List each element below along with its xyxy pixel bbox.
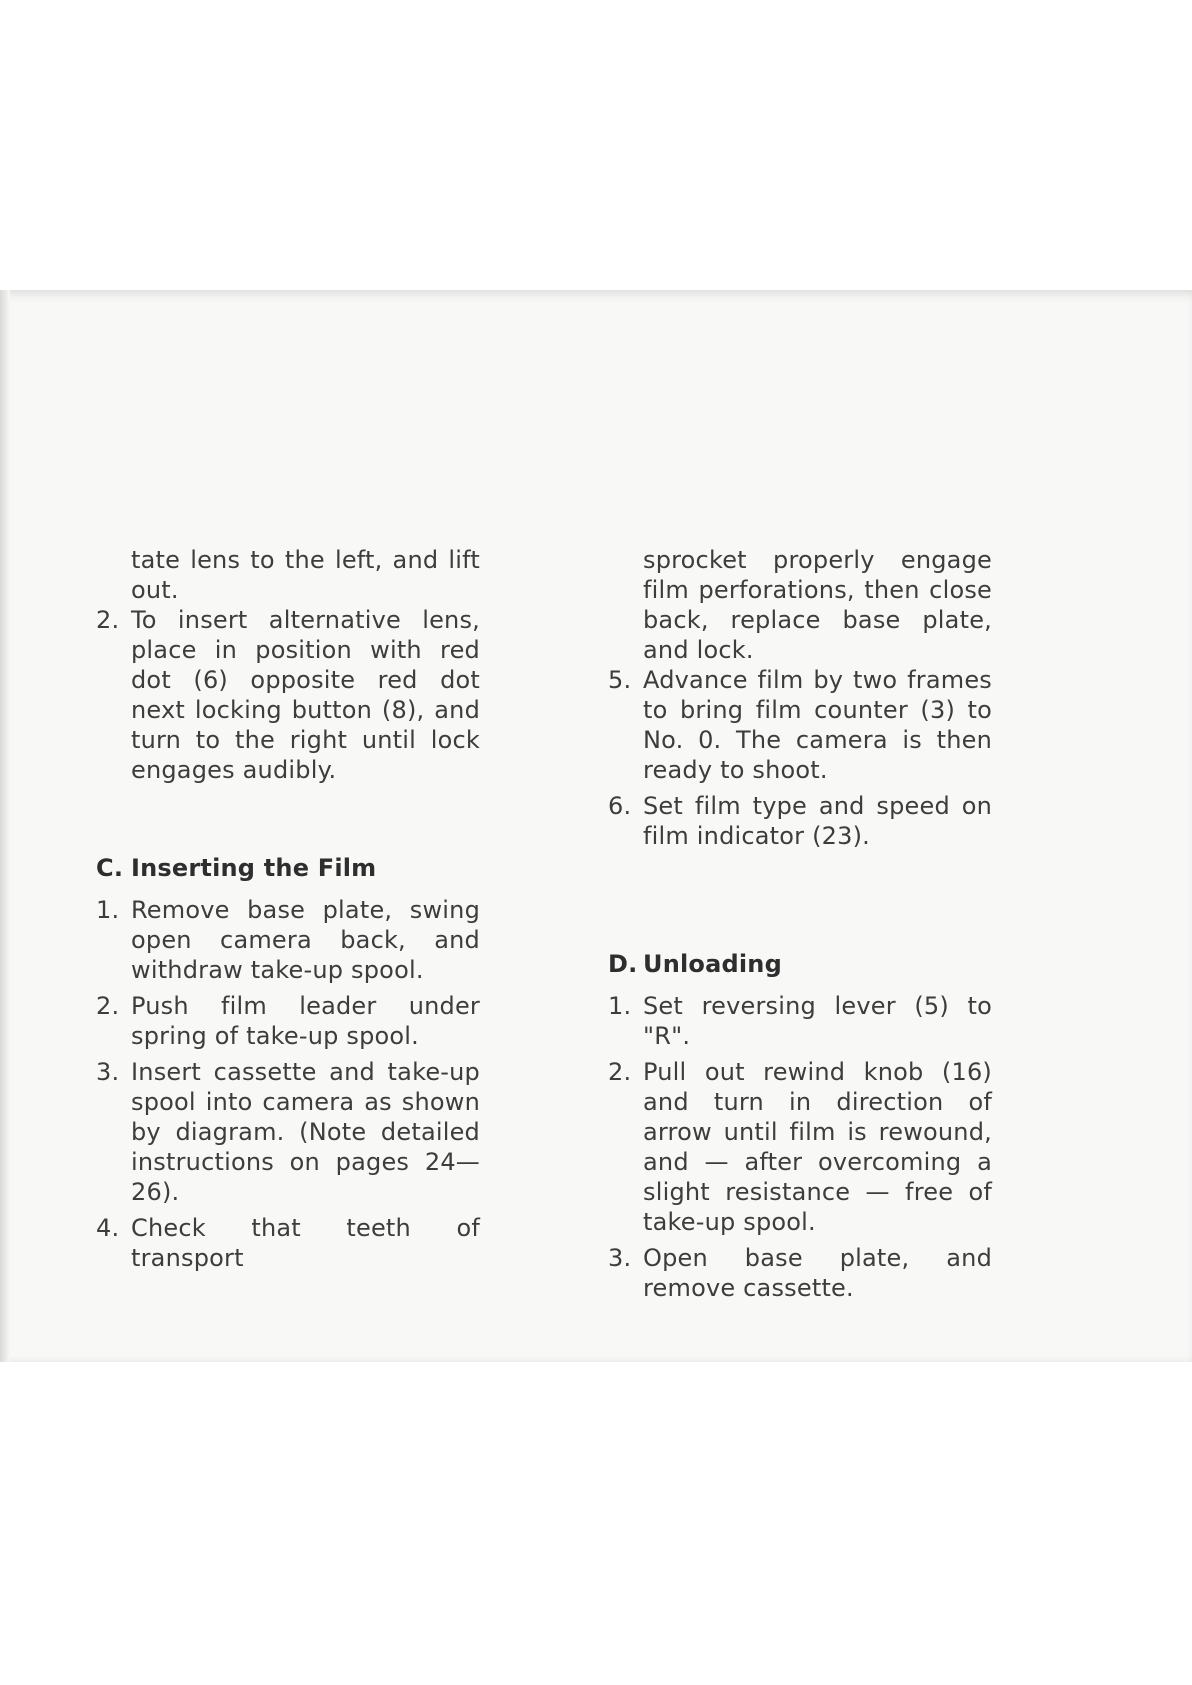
section-title: Unloading bbox=[643, 950, 782, 978]
list-item bbox=[608, 791, 992, 851]
list-text: Set film type and speed on film indicator (23). bbox=[643, 792, 992, 850]
list-text: Set reversing lever (5) to "R". bbox=[643, 992, 992, 1050]
list-item bbox=[96, 1213, 480, 1273]
list-item bbox=[608, 1057, 992, 1237]
left-column bbox=[96, 545, 480, 1279]
list-item bbox=[608, 991, 992, 1051]
list-number: 3. bbox=[96, 1058, 120, 1086]
list-number: 2. bbox=[96, 992, 120, 1020]
section-heading bbox=[608, 949, 992, 979]
list-text: Remove base plate, swing open camera back, and withdraw take-up spool. bbox=[131, 896, 480, 984]
list-text: Push film leader under spring of take-up spool. bbox=[131, 992, 480, 1050]
section-letter: C. bbox=[96, 854, 124, 882]
list-number: 5. bbox=[608, 666, 632, 694]
list-number: 1. bbox=[96, 896, 120, 924]
list-item bbox=[608, 665, 992, 785]
list-text: To insert alternative lens, place in position with red dot (6) opposite red dot next locking button (8), and turn to the right until lock engages audibly. bbox=[131, 606, 480, 784]
list-number: 2. bbox=[96, 606, 120, 634]
list-number: 3. bbox=[608, 1244, 632, 1272]
list-number: 2. bbox=[608, 1058, 632, 1086]
list-number: 1. bbox=[608, 992, 632, 1020]
page-binding-edge bbox=[0, 290, 10, 1362]
list-text: Check that teeth of transport bbox=[131, 1214, 480, 1272]
list-item bbox=[96, 991, 480, 1051]
right-column bbox=[608, 545, 992, 1309]
list-text: Pull out rewind knob (16) and turn in direction of arrow until film is rewound, and — after overcoming a slight resistance — free of take-up spool. bbox=[643, 1058, 992, 1236]
section-inserting-film bbox=[96, 853, 480, 1273]
list-text: Insert cassette and take-up spool into camera as shown by diagram. (Note detailed instructions on pages 24—26). bbox=[131, 1058, 480, 1206]
list-item bbox=[96, 1057, 480, 1207]
section-heading bbox=[96, 853, 480, 883]
list-item bbox=[96, 895, 480, 985]
list-number: 6. bbox=[608, 792, 632, 820]
list-text: Open base plate, and remove cassette. bbox=[643, 1244, 992, 1302]
list-item bbox=[96, 605, 480, 785]
list-text: Advance film by two frames to bring film counter (3) to No. 0. The camera is then ready to shoot. bbox=[643, 666, 992, 784]
continued-paragraph: tate lens to the left, and lift out. bbox=[131, 546, 480, 604]
list-item bbox=[608, 1243, 992, 1303]
list-number: 4. bbox=[96, 1214, 120, 1242]
section-unloading bbox=[608, 949, 992, 1303]
section-title: Inserting the Film bbox=[131, 854, 377, 882]
section-letter: D. bbox=[608, 950, 638, 978]
continued-paragraph: sprocket properly engage film perforations, then close back, replace base plate, and lock. bbox=[643, 546, 992, 664]
